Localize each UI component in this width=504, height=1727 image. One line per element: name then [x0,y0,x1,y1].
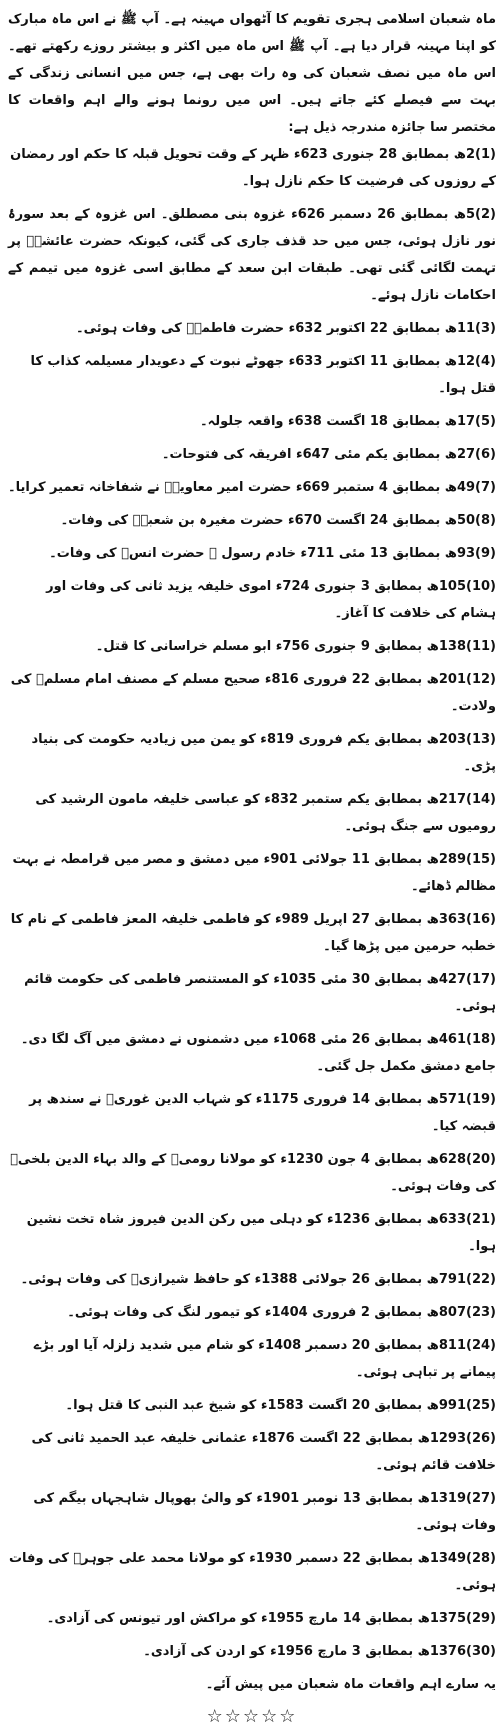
list-item: (29)1375ھ بمطابق 14 مارچ 1955ء کو مراکش اور تیونس کی آزادی۔ [46,1611,496,1626]
list-item: (12)201ھ بمطابق 22 فروری 816ء صحیح مسلم کے مصنف امام مسلمؒ کی ولادت۔ [10,672,496,714]
list-item: (27)1319ھ بمطابق 13 نومبر 1901ء کو والیٔ بھوپال شاہجہاں بیگم کی وفات ہوئی۔ [33,1491,496,1533]
list-item: (16)363ھ بمطابق 27 اپریل 989ء کو فاطمی خلیفہ المعز فاطمی کے نام کا خطبہ حرمین میں پڑھا گیا۔ [10,912,496,954]
list-item: (14)217ھ بمطابق یکم ستمبر 832ء کو عباسی خلیفہ مامون الرشید کی رومیوں سے جنگ ہوئی۔ [35,792,496,834]
list-item: (5)17ھ بمطابق 18 اگست 638ء واقعہ جلولہ۔ [200,414,496,429]
list-item: (3)11ھ بمطابق 22 اکتوبر 632ء حضرت فاطمہؓ کی وفات ہوئی۔ [76,321,496,336]
events-list [8,141,496,1665]
list-item: (6)27ھ بمطابق یکم مئی 647ء افریقہ کی فتوحات۔ [161,447,496,462]
list-item: (9)93ھ بمطابق 13 مئی 711ء خادم رسول ﷺ حضرت انسؓ کی وفات۔ [49,546,496,561]
list-item: (24)811ھ بمطابق 20 دسمبر 1408ء کو شام میں شدید زلزلہ آیا اور بڑے پیمانے پر تباہی ہوئی۔ [33,1338,496,1380]
list-item: (17)427ھ بمطابق 30 مئی 1035ء کو المستنصر فاطمی کی حکومت قائم ہوئی۔ [24,972,496,1014]
list-item: (30)1376ھ بمطابق 3 مارچ 1956ء کو اردن کی آزادی۔ [143,1644,496,1659]
list-item: (4)12ھ بمطابق 11 اکتوبر 633ء جھوٹے نبوت کے دعویدار مسیلمہ کذاب کا قتل ہوا۔ [30,354,496,396]
stars-divider: ☆☆☆☆☆ [206,1706,298,1727]
list-item: (8)50ھ بمطابق 24 اگست 670ء حضرت مغیرہ بن شعبہؓ کی وفات۔ [60,513,496,528]
list-item: (26)1293ھ بمطابق 22 اگست 1876ء عثمانی خلیفہ عبد الحمید ثانی کی خلافت قائم ہوئی۔ [31,1431,496,1473]
list-item: (19)571ھ بمطابق 14 فروری 1175ء کو شہاب الدین غوریؒ نے سندھ پر قبضہ کیا۔ [29,1092,496,1134]
list-item: (21)633ھ بمطابق 1236ء کو دہلی میں رکن الدین فیروز شاہ تخت نشین ہوا۔ [26,1212,496,1254]
intro-paragraph: ماہ شعبان اسلامی ہجری تقویم کا آٹھواں مہینہ ہے۔ آپ ﷺ نے اس ماہ مبارک کو اپنا مہینہ قرار دیا ہے۔ آپ ﷺ اس ماہ میں اکثر و بیشتر روزے رکھتے تھے۔ اس ماہ میں نصف شعبان کی وہ رات بھی ہے، جس میں انسانی زندگی کے بہت سے فیصلے کئے جاتے ہیں۔ اس میں رونما ہونے والے اہم واقعات کا مختصر سا جائزہ مندرجہ ذیل ہے: [8,12,496,135]
list-item: (20)628ھ بمطابق 4 جون 1230ء کو مولانا رومیؒ کے والد بہاء الدین بلخیؒ کی وفات ہوئی۔ [10,1152,496,1194]
list-item: (11)138ھ بمطابق 9 جنوری 756ء ابو مسلم خراسانی کا قتل۔ [95,639,496,654]
list-item: (2)5ھ بمطابق 26 دسمبر 626ء غزوہ بنی مصطلق۔ اس غزوہ کے بعد سورۂ نور نازل ہوئی، جس میں حد قذف جاری کی گئی، کیونکہ حضرت عائشہؓ پر تہمت لگائی گئی تھی۔ طبقات ابن سعد کے مطابق اسی غزوہ میں تیمم کے احکامات نازل ہوئے۔ [8,207,496,303]
list-item: (7)49ھ بمطابق 4 ستمبر 669ء حضرت امیر معاویہؓ نے شفاخانہ تعمیر کرایا۔ [8,480,496,495]
list-item: (22)791ھ بمطابق 26 جولائی 1388ء کو حافظ شیرازیؒ کی وفات ہوئی۔ [20,1272,496,1287]
list-item: (23)807ھ بمطابق 2 فروری 1404ء کو تیمور لنگ کی وفات ہوئی۔ [67,1305,496,1320]
list-item: (10)105ھ بمطابق 3 جنوری 724ء اموی خلیفہ یزید ثانی کی وفات اور ہشام کی خلافت کا آغاز۔ [46,579,496,621]
list-item: (28)1349ھ بمطابق 22 دسمبر 1930ء کو مولانا محمد علی جوہرؒ کی وفات ہوئی۔ [8,1551,496,1593]
closing-line: یہ سارے اہم واقعات ماہ شعبان میں پیش آئے۔ [205,1677,496,1692]
list-item: (18)461ھ بمطابق 26 مئی 1068ء میں دشمنوں نے دمشق میں آگ لگا دی۔ جامع دمشق مکمل جل گئی۔ [20,1032,496,1074]
list-item: (15)289ھ بمطابق 11 جولائی 901ء میں دمشق و مصر میں قرامطہ نے بہت مظالم ڈھائے۔ [12,852,496,894]
list-item: (1)2ھ بمطابق 28 جنوری 623ء ظہر کے وقت تحویل قبلہ کا حکم اور رمضان کے روزوں کی فرضیت کا حکم نازل ہوا۔ [10,147,496,189]
list-item: (25)991ھ بمطابق 20 اگست 1583ء کو شیخ عبد النبی کا قتل ہوا۔ [65,1398,496,1413]
list-item: (13)203ھ بمطابق یکم فروری 819ء کو یمن میں زیادیہ حکومت کی بنیاد پڑی۔ [31,732,496,774]
